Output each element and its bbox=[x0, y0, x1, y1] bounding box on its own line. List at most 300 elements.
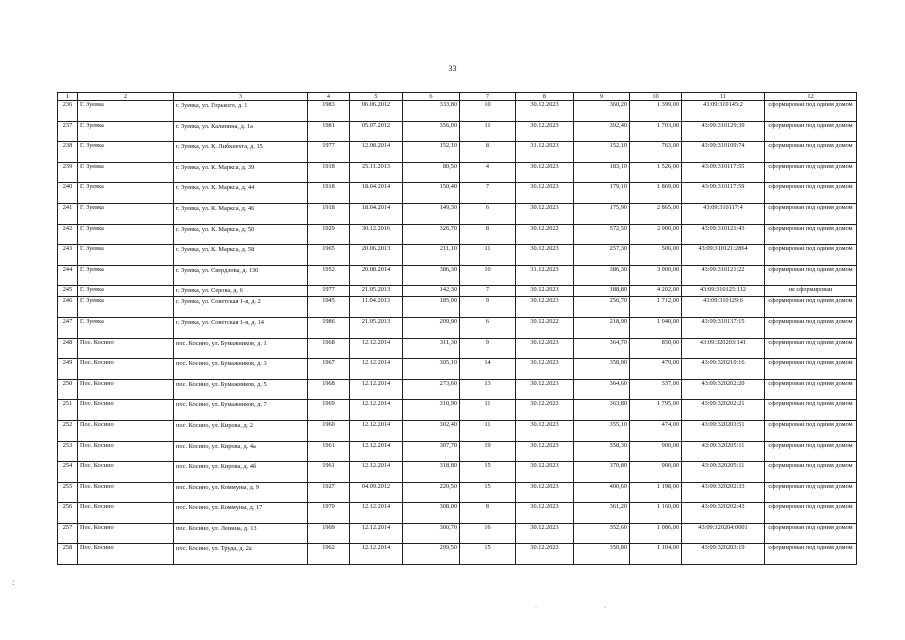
count-cell: 11 bbox=[460, 420, 516, 441]
value-cell: 1 526,00 bbox=[630, 162, 682, 183]
cadastral-number-cell: 43:09:320203:51 bbox=[682, 420, 765, 441]
settlement-cell: Пос. Косино bbox=[78, 379, 174, 400]
value-cell: 364,70 bbox=[574, 338, 630, 359]
count-cell: 11 bbox=[460, 400, 516, 421]
value-cell: 386,30 bbox=[574, 265, 630, 286]
date-cell: 12.12.2014 bbox=[350, 400, 403, 421]
cadastral-number-cell: 43:09:320203:141 bbox=[682, 338, 765, 359]
row-number-cell: 248 bbox=[58, 338, 78, 359]
status-cell: сформирован под одним домом bbox=[765, 503, 857, 524]
status-cell: сформирован под одним домом bbox=[765, 142, 857, 163]
date-cell: 30.12.2023 bbox=[516, 245, 574, 266]
year-built-cell: 1969 bbox=[308, 523, 350, 544]
address-cell: пос. Косино, ул. Кирова, д. 4а bbox=[174, 441, 308, 462]
count-cell: 9 bbox=[460, 338, 516, 359]
cadastral-number-cell: 43:09:310121:22 bbox=[682, 265, 765, 286]
count-cell: 11 bbox=[460, 245, 516, 266]
cadastral-number-cell: 43:09:310125:112 bbox=[682, 286, 765, 297]
table-row bbox=[58, 245, 857, 266]
year-built-cell: 1977 bbox=[308, 142, 350, 163]
value-cell: 1 160,00 bbox=[630, 503, 682, 524]
row-number-cell: 243 bbox=[58, 245, 78, 266]
status-cell: сформирован под одним домом bbox=[765, 441, 857, 462]
value-cell: 1 703,00 bbox=[630, 121, 682, 142]
row-number-cell: 241 bbox=[58, 203, 78, 224]
date-cell: 30.12.2016 bbox=[350, 224, 403, 245]
count-cell: 10 bbox=[460, 265, 516, 286]
value-cell: 358,90 bbox=[574, 359, 630, 380]
count-cell: 8 bbox=[460, 142, 516, 163]
status-cell: сформирован под одним домом bbox=[765, 400, 857, 421]
status-cell: сформирован под одним домом bbox=[765, 183, 857, 204]
table-row bbox=[58, 162, 857, 183]
area-cell: 211,10 bbox=[403, 245, 460, 266]
settlement-cell: Г. Зуевка bbox=[78, 224, 174, 245]
value-cell: 900,00 bbox=[630, 441, 682, 462]
year-built-cell: 1967 bbox=[308, 359, 350, 380]
year-built-cell: 1918 bbox=[308, 183, 350, 204]
cadastral-number-cell: 43:09:320205:11 bbox=[682, 441, 765, 462]
address-cell: г. Зуевка, ул. Серова, д. 6 bbox=[174, 286, 308, 297]
row-number-cell: 255 bbox=[58, 482, 78, 503]
date-cell: 05.07.2012 bbox=[350, 121, 403, 142]
table-row bbox=[58, 317, 857, 338]
area-cell: 302,40 bbox=[403, 420, 460, 441]
count-cell: 8 bbox=[460, 224, 516, 245]
date-cell: 20.08.2014 bbox=[350, 265, 403, 286]
date-cell: 30.12.2023 bbox=[516, 379, 574, 400]
value-cell: 358,30 bbox=[574, 441, 630, 462]
row-number-cell: 256 bbox=[58, 503, 78, 524]
row-number-cell: 257 bbox=[58, 523, 78, 544]
value-cell: 850,00 bbox=[630, 338, 682, 359]
date-cell: 30.12.2022 bbox=[516, 224, 574, 245]
table-row bbox=[58, 265, 857, 286]
value-cell: 1 040,00 bbox=[630, 317, 682, 338]
table-row bbox=[58, 441, 857, 462]
count-cell: 11 bbox=[460, 121, 516, 142]
cadastral-number-cell: 43:09:320202:20 bbox=[682, 379, 765, 400]
year-built-cell: 1952 bbox=[308, 265, 350, 286]
settlement-cell: Пос. Косино bbox=[78, 338, 174, 359]
settlement-cell: Г. Зуевка bbox=[78, 203, 174, 224]
year-built-cell: 1962 bbox=[308, 544, 350, 565]
date-cell: 30.12.2023 bbox=[516, 203, 574, 224]
value-cell: 1 104,00 bbox=[630, 544, 682, 565]
table-row bbox=[58, 183, 857, 204]
year-built-cell: 1981 bbox=[308, 121, 350, 142]
status-cell: сформирован под одним домом bbox=[765, 462, 857, 483]
settlement-cell: Г. Зуевка bbox=[78, 183, 174, 204]
count-cell: 15 bbox=[460, 462, 516, 483]
status-cell: сформирован под одним домом bbox=[765, 162, 857, 183]
column-header: 7 bbox=[460, 93, 516, 101]
address-cell: пос. Косино, ул. Коммуны, д. 17 bbox=[174, 503, 308, 524]
settlement-cell: Пос. Косино bbox=[78, 523, 174, 544]
value-cell: 361,20 bbox=[574, 503, 630, 524]
area-cell: 152,10 bbox=[403, 142, 460, 163]
column-header: 2 bbox=[78, 93, 174, 101]
year-built-cell: 1968 bbox=[308, 379, 350, 400]
column-header: 12 bbox=[765, 93, 857, 101]
table-row bbox=[58, 297, 857, 318]
value-cell: 572,50 bbox=[574, 224, 630, 245]
margin-mark: . bbox=[604, 601, 606, 610]
status-cell: сформирован под одним домом bbox=[765, 359, 857, 380]
value-cell: 188,80 bbox=[574, 286, 630, 297]
value-cell: 4 202,00 bbox=[630, 286, 682, 297]
date-cell: 21.05.2013 bbox=[350, 317, 403, 338]
table-row bbox=[58, 121, 857, 142]
year-built-cell: 1918 bbox=[308, 203, 350, 224]
value-cell: 474,00 bbox=[630, 420, 682, 441]
value-cell: 256,70 bbox=[574, 297, 630, 318]
value-cell: 218,90 bbox=[574, 317, 630, 338]
address-cell: пос. Косино, ул. Кирова, д. 2 bbox=[174, 420, 308, 441]
row-number-cell: 251 bbox=[58, 400, 78, 421]
date-cell: 30.12.2023 bbox=[516, 400, 574, 421]
count-cell: 7 bbox=[460, 286, 516, 297]
table-body bbox=[58, 93, 857, 565]
value-cell: 400,60 bbox=[574, 482, 630, 503]
value-cell: 1 086,00 bbox=[630, 523, 682, 544]
address-cell: г. Зуевка, ул. Свердлова, д. 130 bbox=[174, 265, 308, 286]
area-cell: 333,80 bbox=[403, 101, 460, 122]
date-cell: 30.12.2023 bbox=[516, 544, 574, 565]
table-row bbox=[58, 420, 857, 441]
table-row bbox=[58, 142, 857, 163]
count-cell: 15 bbox=[460, 544, 516, 565]
count-cell: 4 bbox=[460, 162, 516, 183]
date-cell: 30.12.2023 bbox=[516, 420, 574, 441]
column-header: 10 bbox=[630, 93, 682, 101]
value-cell: 370,80 bbox=[574, 462, 630, 483]
address-cell: пос. Косино, ул. Бумажников, д. 1 bbox=[174, 338, 308, 359]
date-cell: 30.12.2023 bbox=[516, 101, 574, 122]
row-number-cell: 250 bbox=[58, 379, 78, 400]
cadastral-number-cell: 43:09:310121:43 bbox=[682, 224, 765, 245]
value-cell: 1 795,00 bbox=[630, 400, 682, 421]
status-cell: сформирован под одним домом bbox=[765, 245, 857, 266]
value-cell: 350,80 bbox=[574, 544, 630, 565]
table-row bbox=[58, 503, 857, 524]
cadastral-number-cell: 43:09:320205:11 bbox=[682, 462, 765, 483]
row-number-cell: 258 bbox=[58, 544, 78, 565]
year-built-cell: 1970 bbox=[308, 503, 350, 524]
cadastral-number-cell: 43:09:310109:74 bbox=[682, 142, 765, 163]
address-cell: г. Зуевка, ул. К. Маркса, д. 58 bbox=[174, 245, 308, 266]
row-number-cell: 252 bbox=[58, 420, 78, 441]
date-cell: 30.12.2023 bbox=[516, 183, 574, 204]
address-cell: пос. Косино, ул. Бумажников, д. 7 bbox=[174, 400, 308, 421]
area-cell: 318,80 bbox=[403, 462, 460, 483]
date-cell: 30.12.2023 bbox=[516, 441, 574, 462]
date-cell: 12.12.2014 bbox=[350, 441, 403, 462]
settlement-cell: Г. Зуевка bbox=[78, 245, 174, 266]
settlement-cell: Пос. Косино bbox=[78, 420, 174, 441]
settlement-cell: Г. Зуевка bbox=[78, 101, 174, 122]
settlement-cell: Г. Зуевка bbox=[78, 317, 174, 338]
date-cell: 21.05.2013 bbox=[350, 286, 403, 297]
area-cell: 307,70 bbox=[403, 441, 460, 462]
year-built-cell: 1965 bbox=[308, 245, 350, 266]
area-cell: 299,50 bbox=[403, 544, 460, 565]
column-header: 3 bbox=[174, 93, 308, 101]
date-cell: 30.12.2023 bbox=[516, 359, 574, 380]
register-table bbox=[57, 92, 857, 565]
cadastral-number-cell: 43:09:310117:4 bbox=[682, 203, 765, 224]
value-cell: 352,60 bbox=[574, 523, 630, 544]
value-cell: 257,30 bbox=[574, 245, 630, 266]
cadastral-number-cell: 43:09:310129:6 bbox=[682, 297, 765, 318]
value-cell: 2 900,00 bbox=[630, 224, 682, 245]
address-cell: г. Зуевка, ул. К. Маркса, д. 46 bbox=[174, 203, 308, 224]
area-cell: 273,60 bbox=[403, 379, 460, 400]
row-number-cell: 253 bbox=[58, 441, 78, 462]
settlement-cell: Пос. Косино bbox=[78, 544, 174, 565]
status-cell: сформирован под одним домом bbox=[765, 297, 857, 318]
table-row bbox=[58, 359, 857, 380]
cadastral-number-cell: 43:09:320203:19 bbox=[682, 544, 765, 565]
date-cell: 12.12.2014 bbox=[350, 338, 403, 359]
date-cell: 30.12.2023 bbox=[516, 121, 574, 142]
date-cell: 30.12.2023 bbox=[516, 297, 574, 318]
cadastral-number-cell: 43:09:320202:43 bbox=[682, 503, 765, 524]
row-number-cell: 237 bbox=[58, 121, 78, 142]
address-cell: пос. Косино, ул. Ленина, д. 13 bbox=[174, 523, 308, 544]
row-number-cell: 242 bbox=[58, 224, 78, 245]
settlement-cell: Г. Зуевка bbox=[78, 265, 174, 286]
date-cell: 12.08.2014 bbox=[350, 142, 403, 163]
column-header: 8 bbox=[516, 93, 574, 101]
value-cell: 364,60 bbox=[574, 379, 630, 400]
settlement-cell: Пос. Косино bbox=[78, 441, 174, 462]
column-header: 11 bbox=[682, 93, 765, 101]
status-cell: сформирован под одним домом bbox=[765, 523, 857, 544]
status-cell: сформирован под одним домом bbox=[765, 317, 857, 338]
cadastral-number-cell: 43:09:320202:21 bbox=[682, 400, 765, 421]
count-cell: 9 bbox=[460, 297, 516, 318]
row-number-cell: 245 bbox=[58, 286, 78, 297]
row-number-cell: 247 bbox=[58, 317, 78, 338]
year-built-cell: 1945 bbox=[308, 297, 350, 318]
date-cell: 30.12.2023 bbox=[516, 503, 574, 524]
date-cell: 12.12.2014 bbox=[350, 379, 403, 400]
status-cell: сформирован под одним домом bbox=[765, 265, 857, 286]
status-cell: не сформирован bbox=[765, 286, 857, 297]
date-cell: 20.06.2013 bbox=[350, 245, 403, 266]
area-cell: 220,50 bbox=[403, 482, 460, 503]
value-cell: 1 869,00 bbox=[630, 183, 682, 204]
table-row bbox=[58, 379, 857, 400]
area-cell: 150,40 bbox=[403, 183, 460, 204]
year-built-cell: 1969 bbox=[308, 400, 350, 421]
settlement-cell: Пос. Косино bbox=[78, 400, 174, 421]
year-built-cell: 1961 bbox=[308, 462, 350, 483]
date-cell: 12.12.2014 bbox=[350, 462, 403, 483]
status-cell: сформирован под одним домом bbox=[765, 420, 857, 441]
cadastral-number-cell: 43:09:310117:59 bbox=[682, 183, 765, 204]
area-cell: 305,10 bbox=[403, 359, 460, 380]
count-cell: 16 bbox=[460, 523, 516, 544]
date-cell: 30.12.2023 bbox=[516, 462, 574, 483]
date-cell: 25.11.2013 bbox=[350, 162, 403, 183]
area-cell: 149,30 bbox=[403, 203, 460, 224]
cadastral-number-cell: 43:09:320204:0001 bbox=[682, 523, 765, 544]
date-cell: 18.04.2014 bbox=[350, 183, 403, 204]
page-number: 33 bbox=[448, 64, 457, 73]
settlement-cell: Г. Зуевка bbox=[78, 286, 174, 297]
header-row bbox=[58, 93, 857, 101]
table-row bbox=[58, 523, 857, 544]
date-cell: 30.12.2023 bbox=[516, 162, 574, 183]
table-row bbox=[58, 544, 857, 565]
cadastral-number-cell: 43:09:310117:55 bbox=[682, 162, 765, 183]
settlement-cell: Г. Зуевка bbox=[78, 162, 174, 183]
value-cell: 1 712,00 bbox=[630, 297, 682, 318]
area-cell: 326,70 bbox=[403, 224, 460, 245]
column-header: 9 bbox=[574, 93, 630, 101]
address-cell: г. Зуевка, ул. К. Маркса, д. 50 bbox=[174, 224, 308, 245]
year-built-cell: 1977 bbox=[308, 286, 350, 297]
status-cell: сформирован под одним домом bbox=[765, 379, 857, 400]
row-number-cell: 249 bbox=[58, 359, 78, 380]
count-cell: 6 bbox=[460, 317, 516, 338]
status-cell: сформирован под одним домом bbox=[765, 338, 857, 359]
address-cell: г. Зуевка, ул. К. Маркса, д. 44 bbox=[174, 183, 308, 204]
date-cell: 12.12.2014 bbox=[350, 420, 403, 441]
date-cell: 12.12.2014 bbox=[350, 523, 403, 544]
date-cell: 31.12.2023 bbox=[516, 265, 574, 286]
value-cell: 363,80 bbox=[574, 400, 630, 421]
status-cell: сформирован под одним домом bbox=[765, 121, 857, 142]
row-number-cell: 236 bbox=[58, 101, 78, 122]
date-cell: 06.06.2012 bbox=[350, 101, 403, 122]
row-number-cell: 240 bbox=[58, 183, 78, 204]
table-row bbox=[58, 224, 857, 245]
value-cell: 337,00 bbox=[630, 379, 682, 400]
date-cell: 12.12.2014 bbox=[350, 359, 403, 380]
value-cell: 355,10 bbox=[574, 420, 630, 441]
value-cell: 175,90 bbox=[574, 203, 630, 224]
cadastral-number-cell: 43:09:310137:15 bbox=[682, 317, 765, 338]
date-cell: 30.12.2023 bbox=[516, 338, 574, 359]
date-cell: 30.12.2023 bbox=[516, 523, 574, 544]
settlement-cell: Г. Зуевка bbox=[78, 142, 174, 163]
value-cell: 900,00 bbox=[630, 462, 682, 483]
date-cell: 30.12.2022 bbox=[516, 317, 574, 338]
address-cell: пос. Косино, ул. Бумажников, д. 5 bbox=[174, 379, 308, 400]
year-built-cell: 1983 bbox=[308, 101, 350, 122]
date-cell: 30.12.2023 bbox=[516, 286, 574, 297]
area-cell: 300,70 bbox=[403, 523, 460, 544]
address-cell: пос. Косино, ул. Кирова, д. 4б bbox=[174, 462, 308, 483]
date-cell: 18.04.2014 bbox=[350, 203, 403, 224]
status-cell: сформирован под одним домом bbox=[765, 203, 857, 224]
table-row bbox=[58, 286, 857, 297]
table-row bbox=[58, 400, 857, 421]
value-cell: 179,10 bbox=[574, 183, 630, 204]
count-cell: 8 bbox=[460, 503, 516, 524]
address-cell: г. Зуевка, ул. Советская 1-я, д. 14 bbox=[174, 317, 308, 338]
column-header: 5 bbox=[350, 93, 403, 101]
area-cell: 80,50 bbox=[403, 162, 460, 183]
value-cell: 360,20 bbox=[574, 101, 630, 122]
date-cell: 12.12.2014 bbox=[350, 503, 403, 524]
column-header: 4 bbox=[308, 93, 350, 101]
table-row bbox=[58, 462, 857, 483]
year-built-cell: 1986 bbox=[308, 317, 350, 338]
count-cell: 6 bbox=[460, 203, 516, 224]
value-cell: 3 900,00 bbox=[630, 265, 682, 286]
address-cell: г. Зуевка, ул. Калинина, д. 1а bbox=[174, 121, 308, 142]
value-cell: 506,00 bbox=[630, 245, 682, 266]
cadastral-number-cell: 43:09:320202:33 bbox=[682, 482, 765, 503]
date-cell: 04.09.2012 bbox=[350, 482, 403, 503]
cadastral-number-cell: 43:09:310121:2864 bbox=[682, 245, 765, 266]
value-cell: 763,00 bbox=[630, 142, 682, 163]
settlement-cell: Пос. Косино bbox=[78, 359, 174, 380]
row-number-cell: 246 bbox=[58, 297, 78, 318]
area-cell: 185,00 bbox=[403, 297, 460, 318]
address-cell: пос. Косино, ул. Труда, д. 2а bbox=[174, 544, 308, 565]
year-built-cell: 1961 bbox=[308, 441, 350, 462]
area-cell: 311,30 bbox=[403, 338, 460, 359]
date-cell: 11.04.2013 bbox=[350, 297, 403, 318]
table-row bbox=[58, 482, 857, 503]
status-cell: сформирован под одним домом bbox=[765, 101, 857, 122]
cadastral-number-cell: 43:09:320210:16 bbox=[682, 359, 765, 380]
cadastral-number-cell: 43:09:310145:2 bbox=[682, 101, 765, 122]
address-cell: пос. Косино, ул. Коммуны, д. 9 bbox=[174, 482, 308, 503]
area-cell: 142,30 bbox=[403, 286, 460, 297]
address-cell: пос. Косино, ул. Бумажников, д. 3 bbox=[174, 359, 308, 380]
count-cell: 10 bbox=[460, 101, 516, 122]
table-row bbox=[58, 338, 857, 359]
area-cell: 356,00 bbox=[403, 121, 460, 142]
area-cell: 209,90 bbox=[403, 317, 460, 338]
value-cell: 1 198,00 bbox=[630, 482, 682, 503]
value-cell: 392,40 bbox=[574, 121, 630, 142]
date-cell: 12.12.2014 bbox=[350, 544, 403, 565]
address-cell: г. Зуевка, ул. Советская 1-я, д. 2 bbox=[174, 297, 308, 318]
row-number-cell: 239 bbox=[58, 162, 78, 183]
year-built-cell: 1918 bbox=[308, 162, 350, 183]
value-cell: 183,10 bbox=[574, 162, 630, 183]
value-cell: 479,00 bbox=[630, 359, 682, 380]
area-cell: 310,90 bbox=[403, 400, 460, 421]
margin-mark: . bbox=[535, 600, 537, 609]
column-header: 1 bbox=[58, 93, 78, 101]
column-header: 6 bbox=[403, 93, 460, 101]
value-cell: 152,10 bbox=[574, 142, 630, 163]
count-cell: 19 bbox=[460, 441, 516, 462]
year-built-cell: 1927 bbox=[308, 482, 350, 503]
row-number-cell: 244 bbox=[58, 265, 78, 286]
date-cell: 31.12.2023 bbox=[516, 142, 574, 163]
settlement-cell: Г. Зуевка bbox=[78, 297, 174, 318]
year-built-cell: 1960 bbox=[308, 420, 350, 441]
value-cell: 1 399,00 bbox=[630, 101, 682, 122]
value-cell: 2 865,00 bbox=[630, 203, 682, 224]
address-cell: г. Зуевка, ул. К. Маркса, д. 39 bbox=[174, 162, 308, 183]
address-cell: г. Зуевка, ул. Горького, д. 1 bbox=[174, 101, 308, 122]
row-number-cell: 238 bbox=[58, 142, 78, 163]
area-cell: 308,00 bbox=[403, 503, 460, 524]
count-cell: 13 bbox=[460, 379, 516, 400]
status-cell: сформирован под одним домом bbox=[765, 482, 857, 503]
address-cell: г. Зуевка, ул. К. Либкнехта, д. 15 bbox=[174, 142, 308, 163]
